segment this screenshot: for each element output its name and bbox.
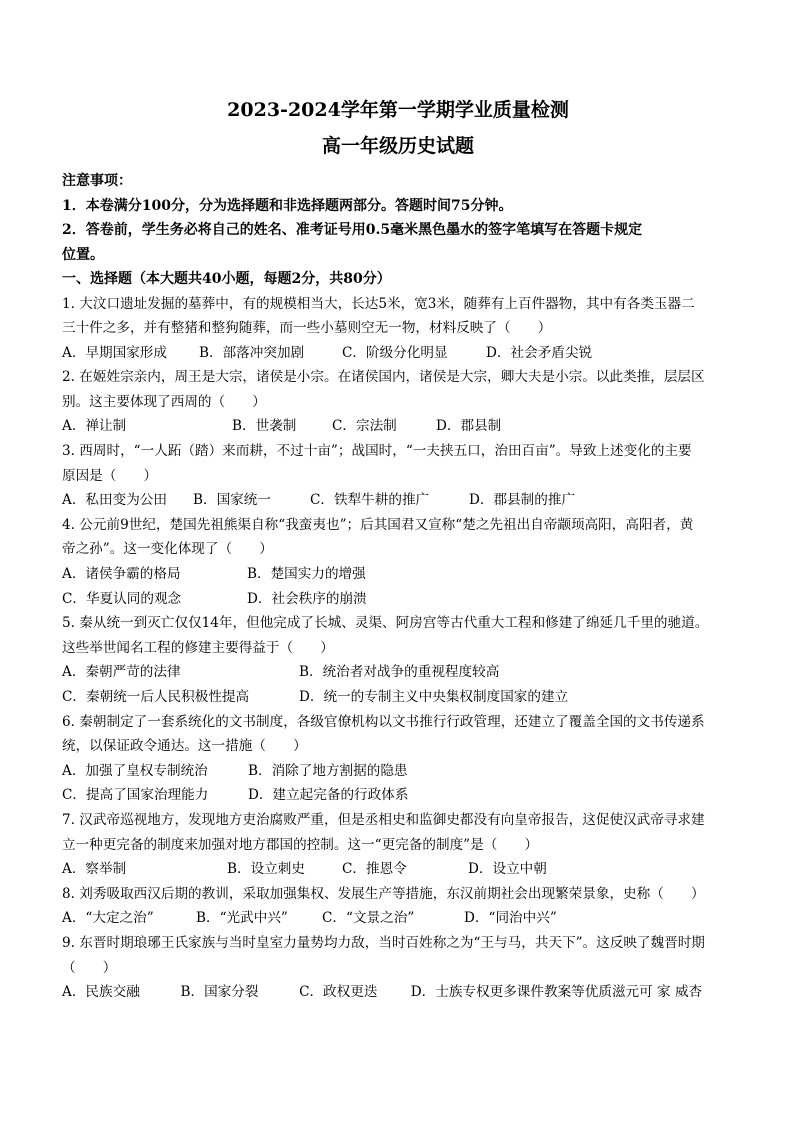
- option-row: [62, 341, 734, 366]
- answer-option[interactable]: D．郡县制的推广: [469, 492, 576, 509]
- answer-option[interactable]: B．设立刺史: [227, 861, 305, 878]
- note-item: 1．本卷满分100分，分为选择题和非选择题两部分。答题时间75分钟。: [62, 197, 513, 214]
- note-item: 2．答卷前，学生务必将自己的姓名、准考证号用0.5毫米黑色墨水的签字笔填写在答题卡规定: [62, 222, 643, 238]
- option-row: [62, 414, 734, 439]
- answer-option[interactable]: C．铁犁牛耕的推广: [310, 492, 430, 509]
- answer-option[interactable]: A．加强了皇权专制统治: [62, 762, 208, 779]
- question-stem: 5. 秦从统一到灭亡仅仅14年，但他完成了长城、灵渠、阿房宫等古代重大工程和修建了绵延几千里的驰道。: [62, 615, 709, 632]
- question-stem: 统，以保证政令通达。这一措施（ ）: [62, 738, 307, 755]
- question-stem: （ ）: [62, 959, 117, 976]
- answer-option[interactable]: D．建立起完备的行政体系: [248, 787, 409, 804]
- question-stem: 8. 刘秀吸取西汉后期的教训，采取加强集权、发展生产等措施，东汉前期社会出现繁荣景象，史称（ ）: [62, 885, 705, 902]
- section-heading: 一、选择题（本大题共40小题，每题2分，共80分）: [62, 271, 391, 287]
- notes-heading: 注意事项：: [62, 173, 132, 189]
- answer-option[interactable]: B．国家统一: [193, 492, 271, 509]
- question: [62, 365, 734, 439]
- answer-option[interactable]: C．政权更迭: [299, 984, 378, 1001]
- answer-option[interactable]: D．士族专权更多课件教案等优质滋元可 家 威杏: [410, 984, 703, 1001]
- question-stem: 3. 西周时，“一人跖（踏）来而耕，不过十亩”；战国时，“一夫挟五口，治田百亩”。导致上述变化的主要: [62, 443, 692, 460]
- answer-option[interactable]: D．郡县制: [436, 418, 502, 435]
- answer-option[interactable]: B．国家分裂: [180, 984, 259, 1001]
- option-row: [62, 587, 734, 612]
- note-item: 位置。: [62, 246, 104, 263]
- answer-option[interactable]: A．诸侯争霸的格局: [62, 566, 181, 583]
- question: [62, 513, 734, 611]
- question-stem: 立一种更完备的制度来加强对地方郡国的控制。这一“更完备的制度”是（ ）: [62, 836, 539, 853]
- option-row: [62, 906, 734, 931]
- answer-option[interactable]: D．“同治中兴”: [464, 910, 557, 927]
- question-stem: 1. 大汶口遗址发掘的墓葬中，有的规模相当大，长达5米，宽3米，随葬有上百件器物，其中有各类玉器二: [62, 295, 695, 312]
- answer-option[interactable]: C．阶级分化明显: [342, 344, 448, 361]
- exam-subtitle: 高一年级历史试题: [321, 135, 474, 157]
- answer-option[interactable]: C．宗法制: [332, 418, 397, 435]
- answer-option[interactable]: B．部落冲突加剧: [199, 344, 305, 361]
- question-stem: 9. 东晋时期琅琊王氏家族与当时皇室力量势均力敌，当时百姓称之为“王与马，共天下”。这反映了魏晋时期: [62, 934, 705, 951]
- answer-option[interactable]: B．楚国实力的增强: [247, 566, 366, 583]
- option-row: [62, 660, 734, 685]
- exam-page: [62, 96, 734, 1005]
- question: [62, 611, 734, 709]
- answer-option[interactable]: A．禅让制: [62, 418, 127, 435]
- question-stem: 6. 秦朝制定了一套系统化的文书制度，各级官僚机构以文书推行行政管理，还建立了覆盖全国的文书传递系: [62, 713, 705, 730]
- answer-option[interactable]: C．推恩令: [342, 861, 407, 878]
- option-row: [62, 488, 734, 513]
- question-stem: 4. 公元前9世纪，楚国先祖熊渠自称“我蛮夷也”；后其国君又宣称“楚之先祖出自帝颛顼高阳，高阳者，黄: [62, 516, 694, 533]
- answer-option[interactable]: B．“光武中兴”: [196, 910, 288, 927]
- question: [62, 882, 734, 931]
- question-stem: 别。这主要体现了西周的（ ）: [62, 393, 266, 410]
- answer-option[interactable]: D．社会矛盾尖锐: [486, 344, 593, 361]
- question-stem: 帝之孙”。这一变化体现了（ ）: [62, 541, 273, 558]
- question: [62, 808, 734, 882]
- question-stem: 三十件之多，并有整猪和整狗随葬，而一些小墓则空无一物，材料反映了（ ）: [62, 320, 552, 337]
- option-row: [62, 562, 734, 587]
- answer-option[interactable]: A．民族交融: [62, 984, 140, 1001]
- option-row: [62, 857, 734, 882]
- option-row: [62, 685, 734, 710]
- answer-option[interactable]: A．私田变为公田: [62, 492, 167, 509]
- answer-option[interactable]: B．世袭制: [232, 418, 297, 435]
- question: [62, 931, 734, 1005]
- answer-option[interactable]: B．统治者对战争的重视程度较高: [299, 664, 500, 681]
- answer-option[interactable]: C．提高了国家治理能力: [62, 787, 209, 804]
- question-stem: 7. 汉武帝巡视地方，发现地方吏治腐败严重，但是丞相史和监御史都没有向皇帝报告，这促使汉武帝寻求建: [62, 811, 705, 828]
- question: [62, 439, 734, 513]
- question-list: [62, 292, 734, 1005]
- question-stem: 原因是（ ）: [62, 467, 158, 484]
- question-stem: 2. 在姬姓宗亲内，周王是大宗，诸侯是小宗。在诸侯国内，诸侯是大宗，卿大夫是小宗。以此类推，层层区: [62, 369, 705, 386]
- answer-option[interactable]: C．华夏认同的观念: [62, 590, 182, 607]
- option-row: [62, 783, 734, 808]
- answer-option[interactable]: C．“文景之治”: [322, 910, 415, 927]
- option-row: [62, 980, 734, 1005]
- option-row: [62, 759, 734, 784]
- answer-option[interactable]: D．设立中朝: [468, 861, 547, 878]
- answer-option[interactable]: A．“大定之治”: [62, 910, 154, 927]
- answer-option[interactable]: A．早期国家形成: [62, 344, 167, 361]
- question: [62, 710, 734, 808]
- answer-option[interactable]: A．察举制: [62, 861, 127, 878]
- question-stem: 这些举世闻名工程的修建主要得益于（ ）: [62, 639, 334, 656]
- answer-option[interactable]: B．消除了地方割据的隐患: [248, 762, 408, 779]
- answer-option[interactable]: C．秦朝统一后人民积极性提高: [62, 689, 250, 705]
- question: [62, 292, 734, 366]
- exam-title: 2023-2024学年第一学期学业质量检测: [227, 99, 569, 121]
- answer-option[interactable]: A．秦朝严苛的法律: [62, 664, 181, 681]
- answer-option[interactable]: D．社会秩序的崩溃: [247, 590, 367, 607]
- answer-option[interactable]: D．统一的专制主义中央集权制度国家的建立: [299, 689, 569, 705]
